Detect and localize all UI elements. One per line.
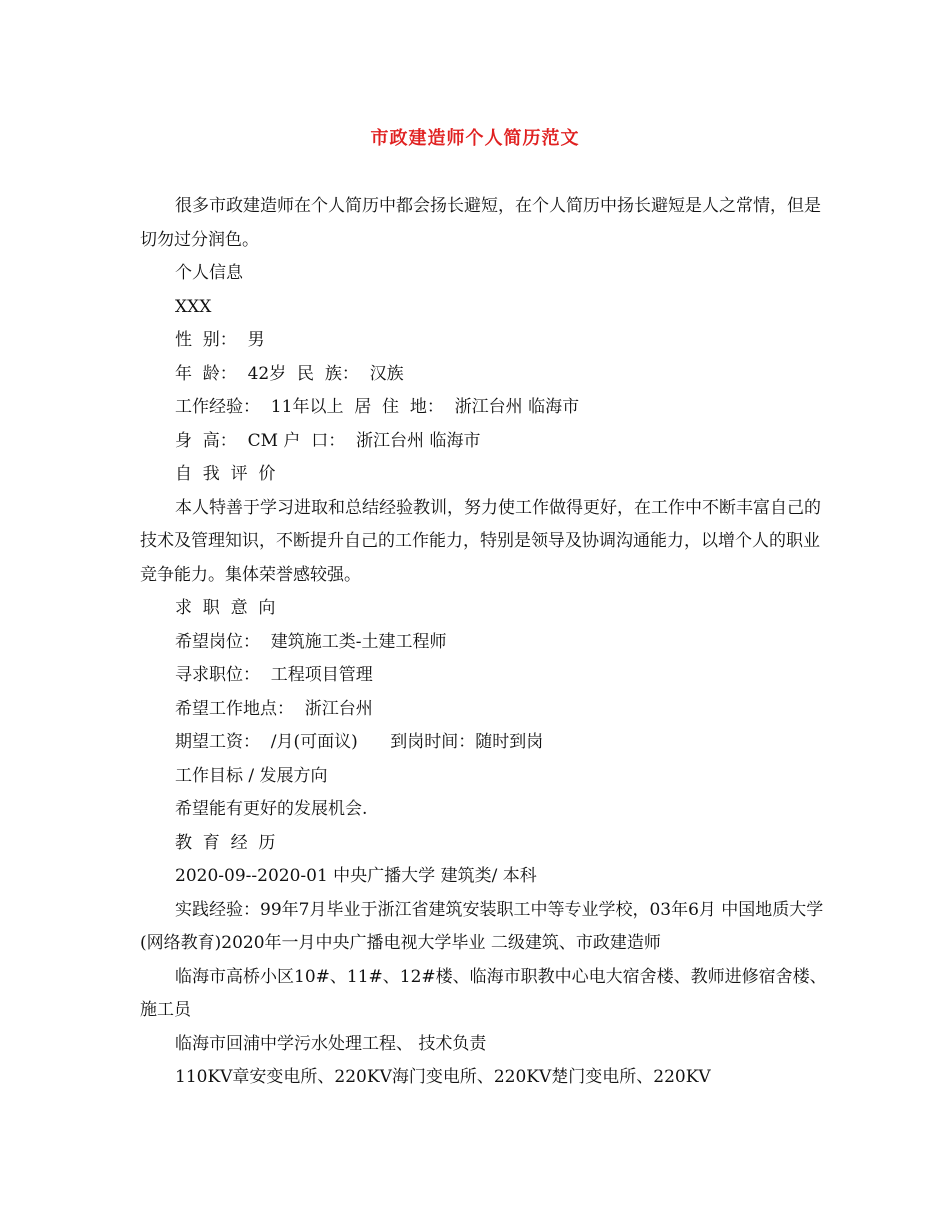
- document-title: 市政建造师个人简历范文: [370, 128, 580, 149]
- intro-paragraph: 很多市政建造师在个人简历中都会扬长避短，在个人简历中扬长避短是人之常情，但是切勿过分润色。: [140, 196, 821, 250]
- document-body: [140, 190, 830, 1095]
- desired-position-line: 希望岗位： 建筑施工类-土建工程师: [175, 631, 447, 652]
- section-heading-education: 教 育 经 历: [175, 832, 276, 853]
- practical-experience-paragraph: 实践经验：99年7月毕业于浙江省建筑安装职工中等专业学校，03年6月 中国地质大学(网络教育)2020年一月中央广播电视大学毕业 二级建筑、市政建造师: [140, 899, 824, 953]
- section-heading-job-intention: 求 职 意 向: [175, 598, 276, 618]
- project-line-1: 临海市高桥小区10#、11#、12#楼、临海市职教中心电大宿舍楼、教师进修宿舍楼、 施工员: [140, 966, 827, 1020]
- sought-position-line: 寻求职位： 工程项目管理: [175, 665, 373, 685]
- desired-location-line: 希望工作地点： 浙江台州: [175, 698, 373, 719]
- age-ethnicity-line: 年 龄： 42岁 民 族： 汉族: [175, 363, 404, 384]
- education-line: 2020-09--2020-01 中央广播大学 建筑类/ 本科: [175, 866, 537, 886]
- gender-line: 性 别： 男: [175, 330, 265, 350]
- section-heading-self-evaluation: 自 我 评 价: [175, 464, 276, 484]
- section-heading-personal-info: 个人信息: [175, 263, 243, 283]
- project-line-2: 临海市回浦中学污水处理工程、 技术负责: [175, 1033, 487, 1054]
- project-line-3: 110KV章安变电所、220KV海门变电所、220KV楚门变电所、220KV: [175, 1067, 711, 1087]
- section-heading-career-goal: 工作目标 / 发展方向: [175, 765, 328, 786]
- experience-residence-line: 工作经验： 11年以上 居 住 地： 浙江台州 临海市: [175, 397, 580, 417]
- self-evaluation-paragraph: 本人特善于学习进取和总结经验教训，努力使工作做得更好，在工作中不断丰富自己的技术及管理知识，不断提升自己的工作能力，特别是领导及协调沟通能力，以增个人的职业竞争能力。集体荣誉感较强。: [140, 497, 821, 585]
- career-goal-line: 希望能有更好的发展机会.: [175, 799, 368, 819]
- salary-availability-line: 期望工资： /月(可面议) 到岗时间：随时到岗: [175, 732, 544, 752]
- name-line: XXX: [175, 296, 212, 317]
- height-hukou-line: 身 高： CM 户 口： 浙江台州 临海市: [175, 430, 481, 451]
